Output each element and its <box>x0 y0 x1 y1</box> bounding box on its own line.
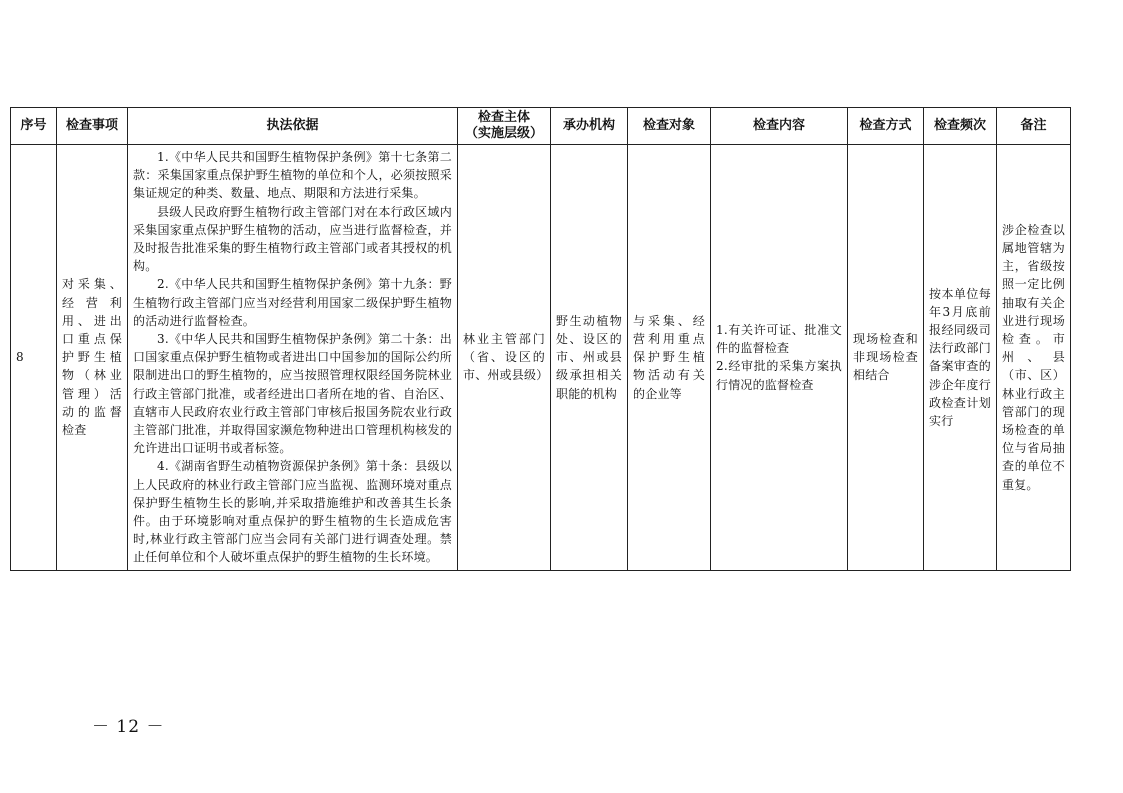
inspection-table <box>10 107 1071 571</box>
cell-remark: 涉企检查以属地管辖为主，省级按照一定比例抽取有关企业进行现场检查。市州、县（市、区）林业行政主管部门的现场检查的单位与省局抽查的单位不重复。 <box>997 145 1071 571</box>
basis-paragraph: 2.《中华人民共和国野生植物保护条例》第十九条：野生植物行政主管部门应当对经营利用国家二级保护野生植物的活动进行监督检查。 <box>133 277 452 328</box>
header-item: 检查事项 <box>57 108 128 145</box>
cell-frequency: 按本单位每年3月底前报经同级司法行政部门备案审查的涉企年度行政检查计划实行 <box>924 145 997 571</box>
basis-paragraph: 1.《中华人民共和国野生植物保护条例》第十七条第二款：采集国家重点保护野生植物的单位和个人，必须按照采集证规定的种类、数量、地点、期限和方法进行采集。 <box>133 150 452 201</box>
header-frequency: 检查频次 <box>924 108 997 145</box>
header-remark: 备注 <box>997 108 1071 145</box>
content-line: 1.有关许可证、批准文件的监督检查 <box>716 322 842 356</box>
cell-basis <box>128 145 458 571</box>
header-subject-line1: 检查主体 <box>477 110 530 125</box>
header-content: 检查内容 <box>711 108 848 145</box>
cell-content <box>711 145 848 571</box>
header-subject-line2: （实施层级） <box>464 126 543 141</box>
header-organ: 承办机构 <box>551 108 628 145</box>
cell-object: 与采集、经营利用重点保护野生植物活动有关的企业等 <box>628 145 711 571</box>
cell-no: 8 <box>11 145 57 571</box>
header-object: 检查对象 <box>628 108 711 145</box>
cell-method: 现场检查和非现场检查相结合 <box>848 145 924 571</box>
header-subject <box>458 108 551 145</box>
header-method: 检查方式 <box>848 108 924 145</box>
cell-item: 对采集、经营利用、进出口重点保护野生植物（林业管理）活动的监督检查 <box>57 145 128 571</box>
basis-paragraph: 县级人民政府野生植物行政主管部门对在本行政区域内采集国家重点保护野生植物的活动，应当进行监督检查，并及时报告批准采集的野生植物行政主管部门或者其授权的机构。 <box>133 204 452 274</box>
table-header-row <box>11 108 1071 145</box>
content-line: 2.经审批的采集方案执行情况的监督检查 <box>716 359 842 392</box>
page-number: － 12 － <box>92 717 165 737</box>
header-basis: 执法依据 <box>128 108 458 145</box>
basis-paragraph: 4.《湖南省野生动植物资源保护条例》第十条：县级以上人民政府的林业行政主管部门应当监视、监测环境对重点保护野生植物生长的影响,并采取措施维护和改善其生长条件。由于环境影响对重点保护的野生植物的生长造成危害时,林业行政主管部门应当会同有关部门进行调查处理。禁止任何单位和个人破坏重点保护的野生植物的生长环境。 <box>133 459 452 565</box>
header-no: 序号 <box>11 108 57 145</box>
cell-organ: 野生动植物处、设区的市、州或县级承担相关职能的机构 <box>551 145 628 571</box>
table-row <box>11 145 1071 571</box>
cell-subject: 林业主管部门（省、设区的市、州或县级） <box>458 145 551 571</box>
basis-paragraph: 3.《中华人民共和国野生植物保护条例》第二十条：出口国家重点保护野生植物或者进出口中国参加的国际公约所限制进出口的野生植物的，应当按照管理权限经国务院林业行政主管部门批准，或者经进出口者所在地的省、自治区、直辖市人民政府农业行政主管部门审核后报国务院农业行政主管部门批准，并取得国家濒危物种进出口管理机构核发的允许进出口证明书或者标签。 <box>133 332 452 456</box>
